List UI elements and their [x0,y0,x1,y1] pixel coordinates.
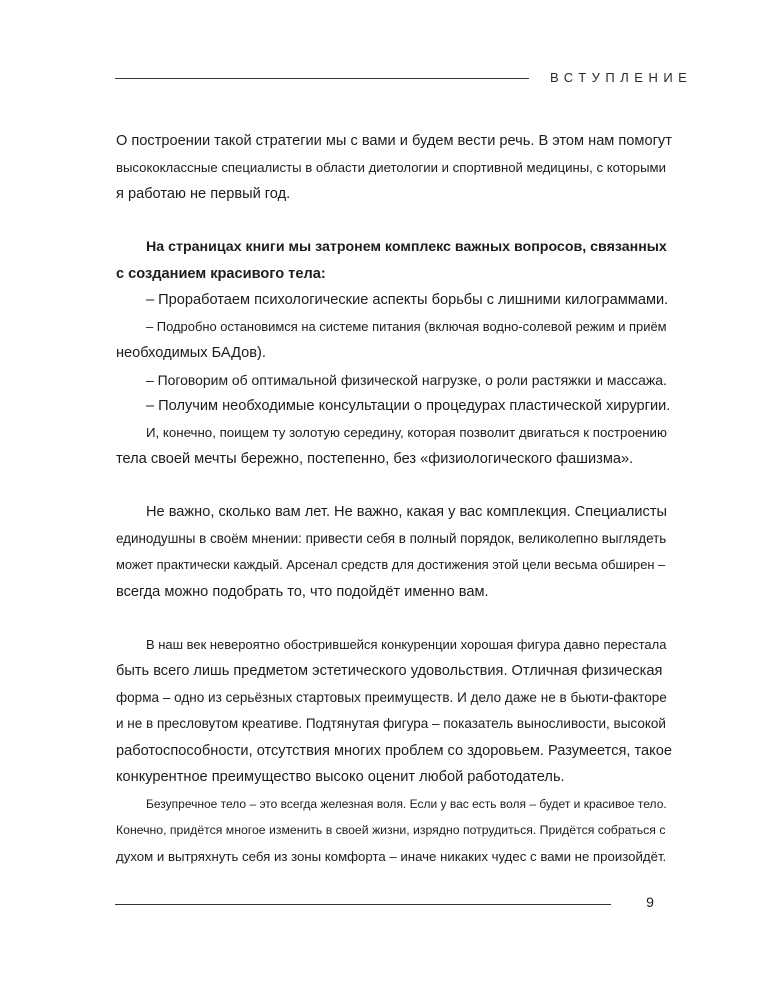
page-number: 9 [646,894,654,910]
list-item: – Поговорим об оптимальной физической нагрузке, о роли растяжки и массажа. [146,371,667,388]
paragraph-line: Не важно, сколько вам лет. Не важно, какая у вас комплекция. Специалисты [146,504,667,520]
paragraph-line: работоспособности, отсутствия многих проблем со здоровьем. Разумеется, такое [116,742,672,759]
list-item-continuation: необходимых БАДов). [116,345,266,361]
paragraph-line: И, конечно, поищем ту золотую середину, которая позволит двигаться к построению [146,424,667,440]
paragraph-line: быть всего лишь предметом эстетического удовольствия. Отличная физическая [116,663,663,679]
footer-rule [115,904,611,905]
paragraph-line: высококлассные специалисты в области диетологии и спортивной медицины, с которыми [116,159,666,175]
list-item: – Подробно остановимся на системе питания (включая водно-солевой режим и приём [146,318,667,334]
paragraph-line: может практически каждый. Арсенал средств для достижения этой цели весьма обширен – [116,557,666,572]
list-item: – Получим необходимые консультации о процедурах пластической хирургии. [146,398,671,414]
paragraph-gap [116,208,672,235]
list-item: – Проработаем психологические аспекты борьбы с лишними килограммами. [146,292,669,308]
paragraph-gap [116,473,672,500]
paragraph-gap [116,605,672,632]
paragraph-line: О построении такой стратегии мы с вами и будем вести речь. В этом нам помогут [116,133,672,149]
page-body [116,128,672,870]
section-title: ВСТУПЛЕНИЕ [550,70,693,85]
paragraph-line: и не в пресловутом креативе. Подтянутая фигура – показатель выносливости, высокой [116,716,666,731]
paragraph-line: В наш век невероятно обострившейся конкуренции хорошая фигура давно перестала [146,636,667,652]
paragraph-line: форма – одно из серьёзных стартовых преимуществ. И дело даже не в бьюти-факторе [116,689,667,705]
paragraph-line: Конечно, придётся многое изменить в своей жизни, изрядно потрудиться. Придётся собраться с [116,823,666,837]
paragraph-line: конкурентное преимущество высоко оценит любой работодатель. [116,769,565,785]
paragraph-line: всегда можно подобрать то, что подойдёт именно вам. [116,583,489,600]
header-rule [115,78,529,79]
bold-intro-line: с созданием красивого тела: [116,265,326,282]
paragraph-line: духом и вытряхнуть себя из зоны комфорта – иначе никаких чудес с вами не произойдёт. [116,848,667,864]
paragraph-line: тела своей мечты бережно, постепенно, без «физиологического фашизма». [116,451,634,467]
paragraph-line: Безупречное тело – это всегда железная воля. Если у вас есть воля – будет и красивое тело. [146,796,667,811]
paragraph-line: единодушны в своём мнении: привести себя в полный порядок, великолепно выглядеть [116,530,667,546]
bold-intro-line: На страницах книги мы затронем комплекс важных вопросов, связанных [146,239,667,255]
paragraph-line: я работаю не первый год. [116,186,291,202]
